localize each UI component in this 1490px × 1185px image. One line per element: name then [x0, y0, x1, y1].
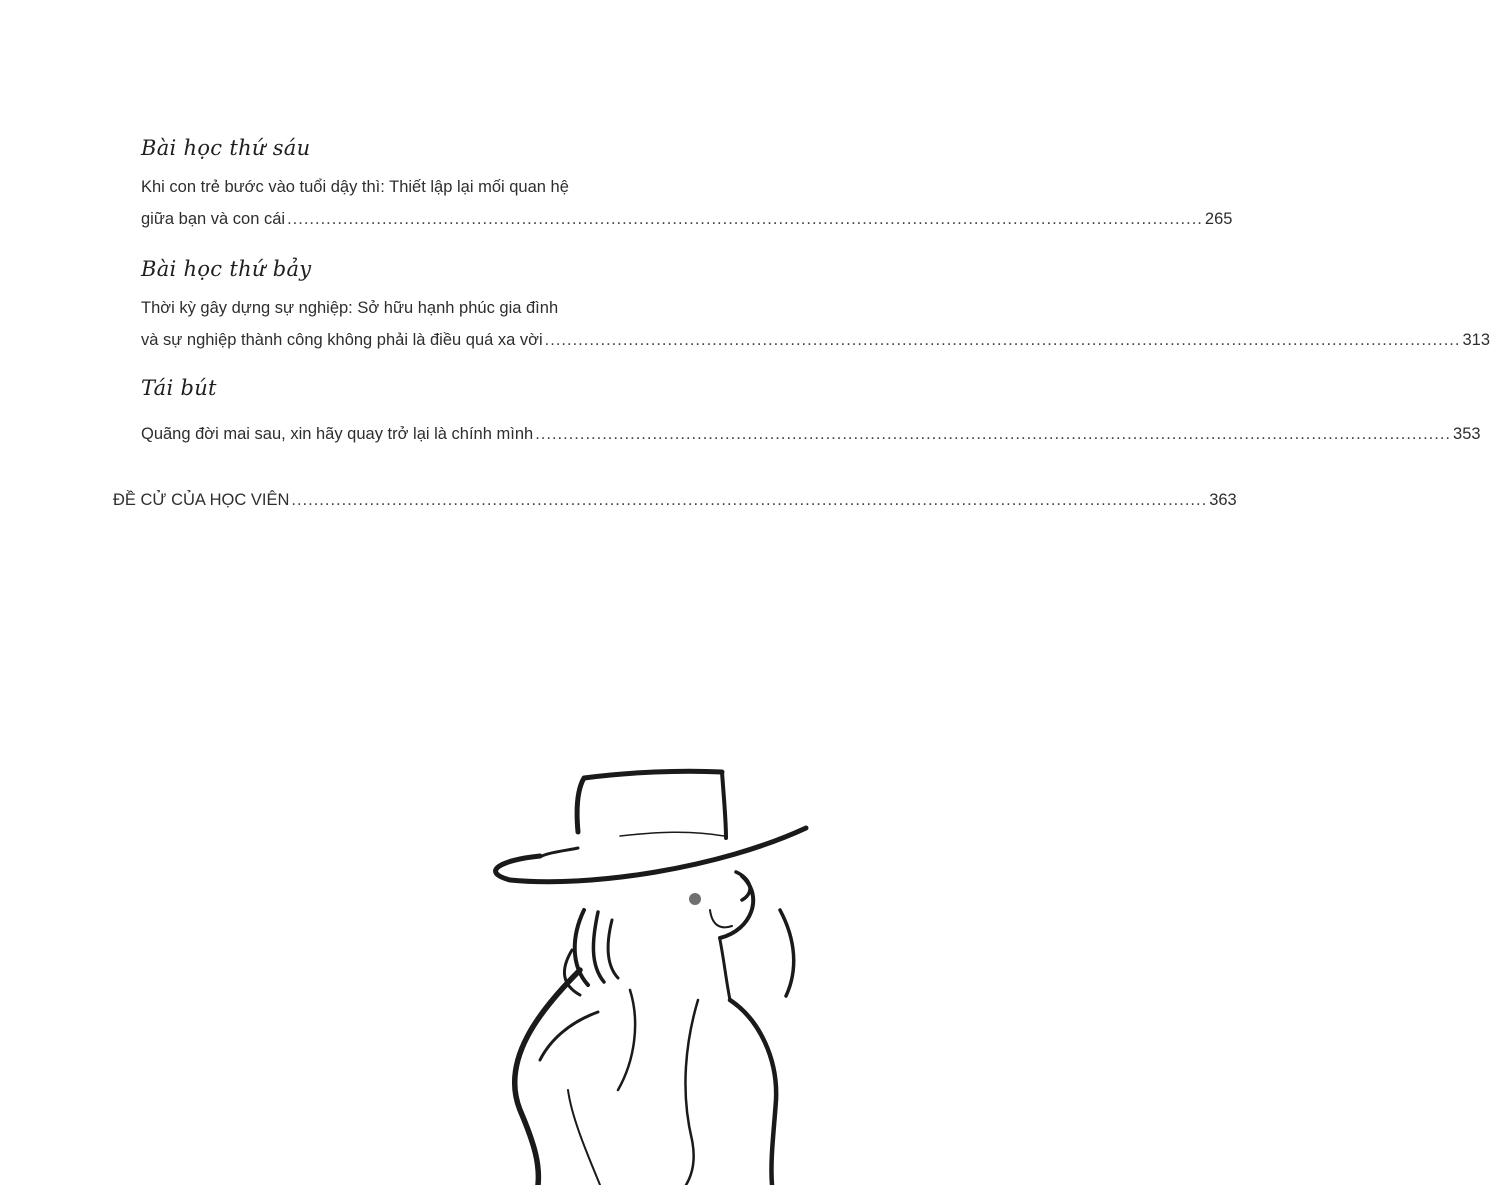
lesson6-page-number: 265: [1204, 210, 1233, 228]
toc-entry-appendix[interactable]: [113, 490, 1237, 510]
lesson6-line1: Khi con trẻ bước vào tuổi dậy thì: Thiết lập lại mối quan hệ: [141, 178, 569, 196]
postscript-line1: Quãng đời mai sau, xin hãy quay trở lại là chính mình: [141, 425, 534, 443]
lesson7-line2: và sự nghiệp thành công không phải là điều quá xa vời: [141, 331, 543, 349]
lesson7-title: Bài học thứ bảy: [141, 257, 312, 281]
toc-entry-lesson7[interactable]: [141, 330, 1490, 350]
lesson6-title: Bài học thứ sáu: [141, 136, 311, 160]
dot-leader: ....................................................................................................................................................................: [291, 491, 1208, 509]
toc-entry-postscript[interactable]: [141, 424, 1481, 444]
lesson7-page-number: 313: [1462, 331, 1490, 349]
lesson7-line1: Thời kỳ gây dựng sự nghiệp: Sở hữu hạnh phúc gia đình: [141, 299, 559, 317]
postscript-page-number: 353: [1453, 425, 1481, 443]
woman-in-hat-line-art-icon: [480, 760, 806, 1185]
postscript-title: Tái bút: [141, 376, 217, 400]
dot-leader: ....................................................................................................................................................................: [287, 210, 1203, 228]
toc-entry-lesson6[interactable]: [141, 209, 1233, 229]
appendix-label: ĐỀ CỬ CỦA HỌC VIÊN: [113, 491, 290, 509]
dot-leader: ....................................................................................................................................................................: [535, 425, 1452, 443]
lesson6-line2: giữa bạn và con cái: [141, 210, 286, 228]
appendix-page-number: 363: [1209, 491, 1237, 509]
dot-leader: ....................................................................................................................................................................: [544, 331, 1461, 349]
